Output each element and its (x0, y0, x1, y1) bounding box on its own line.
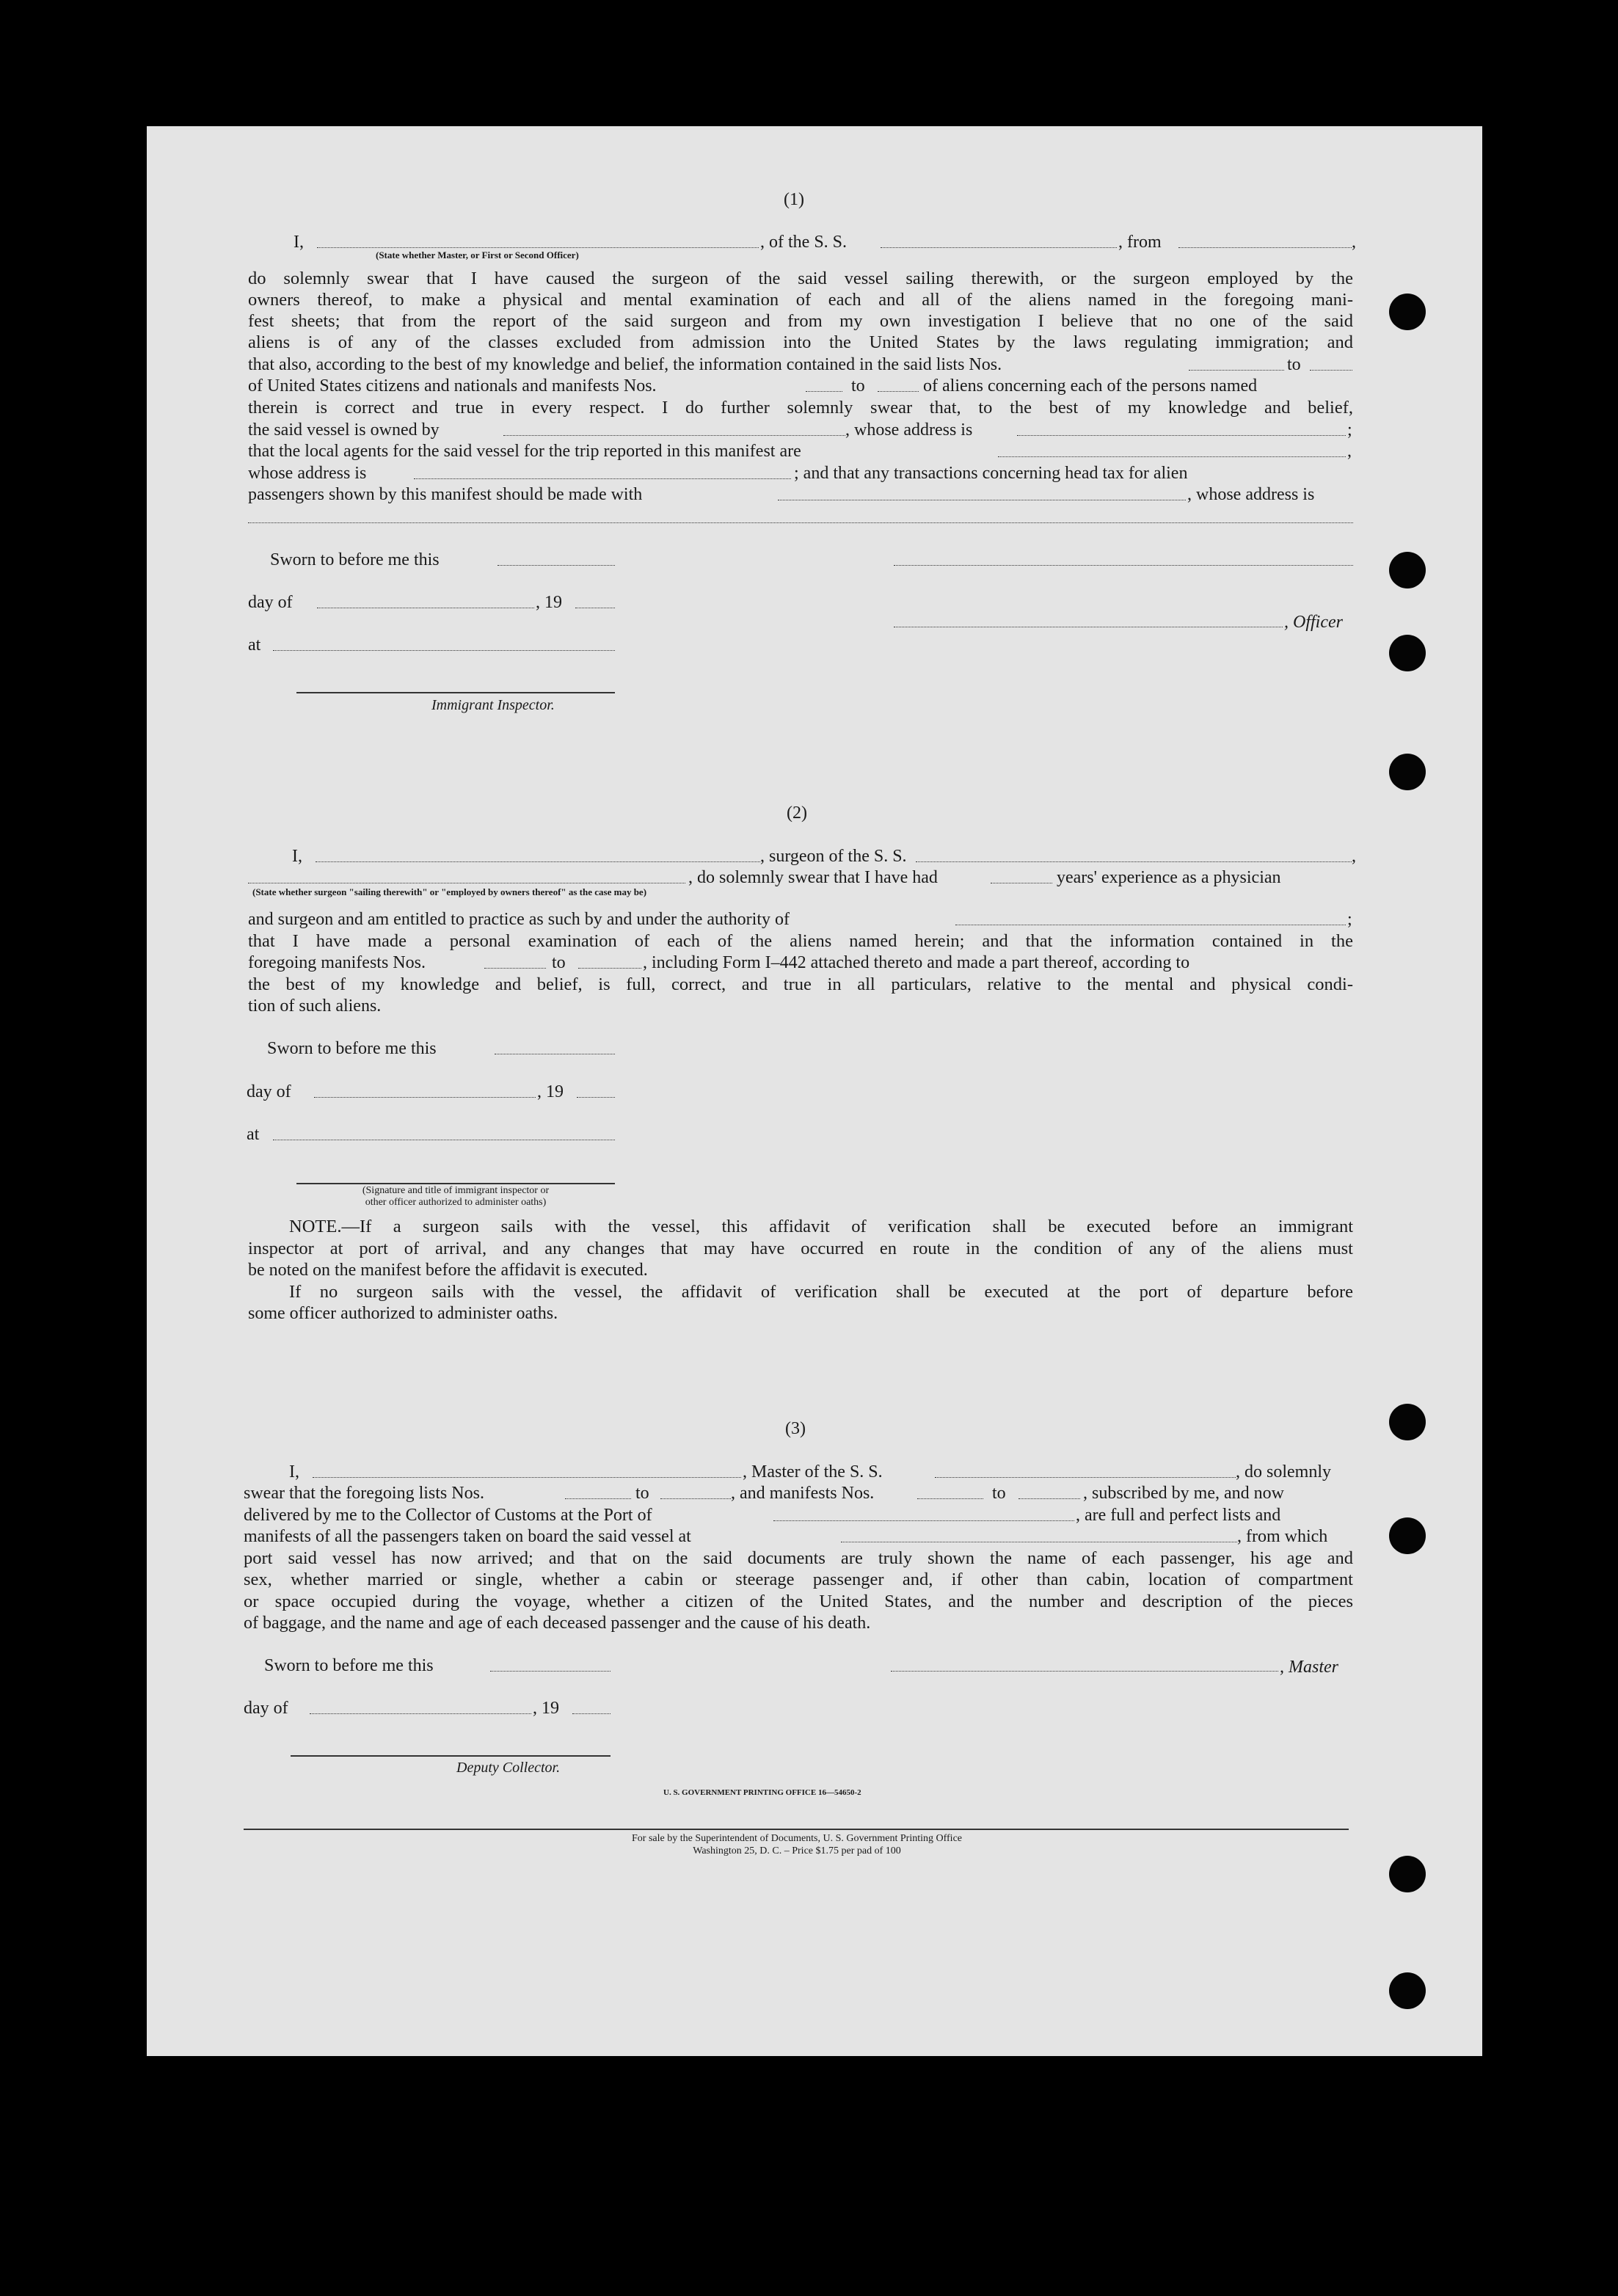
field-hint: (State whether surgeon "sailing therewith" or "employed by owners thereof" as the case may be) (252, 886, 647, 897)
departure-port-field[interactable] (1178, 247, 1352, 248)
note-paragraph-line: If no surgeon sails with the vessel, the affidavit of verification shall be executed at the port of departure before (289, 1282, 1353, 1302)
manifests-to-field[interactable] (578, 968, 641, 969)
section-number: (1) (784, 190, 804, 209)
note-paragraph-line: inspector at port of arrival, and any changes that may have occurred en route in the condition of any of the aliens must (248, 1239, 1353, 1258)
oath-i-label: I, (289, 1462, 299, 1482)
oath-paragraph-line: the best of my knowledge and belief, is full, correct, and true in all particulars, relative to the mental and physical condi- (248, 974, 1353, 994)
collector-signature-field[interactable] (291, 1755, 611, 1757)
sworn-date-field[interactable] (490, 1671, 611, 1672)
from-label: , from (1118, 233, 1162, 252)
footer-rule (244, 1829, 1349, 1830)
sworn-date-field[interactable] (498, 565, 615, 566)
oath-paragraph-line: tion of such aliens. (248, 996, 382, 1016)
agents-address-field[interactable] (414, 478, 791, 479)
surgeon-of-label: , surgeon of the S. S. (760, 847, 907, 866)
printing-office-code: U. S. GOVERNMENT PRINTING OFFICE 16—54650-2 (663, 1788, 861, 1797)
to-label: to (552, 953, 566, 972)
oath-paragraph-line: , and manifests Nos. (731, 1484, 875, 1503)
oath-paragraph-line: of baggage, and the name and age of each deceased passenger and the cause of his death. (244, 1614, 871, 1633)
binder-hole (1389, 1972, 1426, 2009)
note-paragraph-line: NOTE.—If a surgeon sails with the vessel, this affidavit of verification shall be executed before an immigrant (289, 1217, 1353, 1236)
oath-paragraph-line: manifests of all the passengers taken on board the said vessel at (244, 1527, 691, 1546)
trailing-comma: , (1347, 442, 1352, 461)
manifests-to-field[interactable] (878, 391, 919, 392)
to-label: to (992, 1484, 1006, 1503)
lists-from-field[interactable] (565, 1498, 631, 1499)
oath-paragraph-line: or space occupied during the voyage, whether a citizen of the United States, and the number and description of the pieces (244, 1592, 1353, 1611)
address-label: , whose address is (1187, 485, 1315, 504)
oath-paragraph-line: of aliens concerning each of the persons named (923, 376, 1258, 396)
vessel-name-field[interactable] (881, 247, 1117, 248)
oath-i-label: I, (292, 847, 302, 866)
oath-paragraph-line: therein is correct and true in every respect. I do further solemnly swear that, to the best of my knowledge and belief, (248, 398, 1353, 418)
oath-paragraph-line: , including Form I–442 attached thereto and made a part thereof, according to (643, 953, 1190, 972)
sale-notice: Washington 25, D. C. – Price $1.75 per pad of 100 (693, 1845, 901, 1856)
officer-signature-field[interactable] (894, 565, 1353, 566)
at-label: at (247, 1125, 260, 1144)
binder-hole (1389, 754, 1426, 790)
signature-caption: other officer authorized to administer oaths) (365, 1197, 547, 1208)
note-paragraph-line: some officer authorized to administer oaths. (248, 1304, 558, 1323)
trailing-comma: , (1352, 847, 1356, 866)
year-field[interactable] (577, 1097, 615, 1098)
trailing-comma: , (1352, 233, 1356, 252)
oath-paragraph-line: years' experience as a physician (1057, 868, 1281, 887)
oath-paragraph-line: do solemnly swear that I have caused the surgeon of the said vessel sailing therewith, or the surgeon employed by the (248, 269, 1353, 288)
oath-paragraph-line: , are full and perfect lists and (1076, 1506, 1281, 1525)
master-name-field[interactable] (313, 1477, 741, 1478)
year-field[interactable] (572, 1713, 611, 1714)
inspector-signature-field[interactable] (296, 1183, 615, 1184)
inspector-signature-field[interactable] (296, 692, 615, 693)
note-paragraph-line: be noted on the manifest before the affidavit is executed. (248, 1261, 648, 1280)
oath-paragraph-line: and surgeon and am entitled to practice as such by and under the authority of (248, 910, 790, 929)
oath-paragraph-line: , from which (1237, 1527, 1328, 1546)
oath-paragraph-line: foregoing manifests Nos. (248, 953, 426, 972)
oath-paragraph-line: that the local agents for the said vessel for the trip reported in this manifest are (248, 442, 801, 461)
manifests-from-field[interactable] (484, 968, 546, 969)
manifests-from-field[interactable] (806, 391, 842, 392)
binder-hole (1389, 1856, 1426, 1892)
manifests-from-field[interactable] (917, 1498, 983, 1499)
oath-paragraph-line: port said vessel has now arrived; and that on the said documents are truly shown the name of each passenger, his age and (244, 1548, 1353, 1568)
master-label: , Master (1280, 1658, 1338, 1677)
day-of-label: day of (247, 1082, 291, 1101)
binder-hole (1389, 635, 1426, 671)
of-ss-label: , of the S. S. (760, 233, 848, 252)
oath-paragraph-line: owners thereof, to make a physical and mental examination of each and all of the aliens named in the foregoing mani- (248, 290, 1353, 310)
year-label: , 19 (536, 593, 562, 612)
owner-address-field[interactable] (1017, 435, 1346, 436)
lists-from-field[interactable] (1189, 370, 1284, 371)
binder-hole (1389, 552, 1426, 588)
to-label: to (1287, 355, 1301, 374)
surgeon-name-field[interactable] (316, 861, 760, 862)
oath-paragraph-line: ; and that any transactions concerning head tax for alien (794, 464, 1188, 483)
sworn-label: Sworn to before me this (264, 1656, 434, 1675)
owner-field[interactable] (503, 435, 845, 436)
signature-caption: (Signature and title of immigrant inspector or (362, 1185, 550, 1196)
month-field[interactable] (310, 1713, 531, 1714)
officer-label: , Officer (1284, 613, 1343, 632)
to-label: to (851, 376, 865, 396)
sale-notice: For sale by the Superintendent of Documents, U. S. Government Printing Office (632, 1833, 962, 1844)
address-label: , whose address is (845, 420, 973, 440)
manifests-to-field[interactable] (1018, 1498, 1080, 1499)
year-label: , 19 (533, 1699, 559, 1718)
oath-paragraph-line: of United States citizens and nationals and manifests Nos. (248, 376, 657, 396)
month-field[interactable] (314, 1097, 536, 1098)
binder-hole (1389, 1517, 1426, 1554)
master-signature-field[interactable] (891, 1671, 1278, 1672)
day-of-label: day of (244, 1699, 288, 1718)
section-number: (3) (785, 1419, 806, 1438)
oath-paragraph-line: sex, whether married or single, whether a cabin or steerage passenger and, if other than cabin, location of compartment (244, 1570, 1353, 1589)
day-of-label: day of (248, 593, 293, 612)
vessel-name-field[interactable] (935, 1477, 1236, 1478)
at-place-field[interactable] (273, 650, 615, 651)
sworn-label: Sworn to before me this (267, 1039, 437, 1058)
semicolon: ; (1347, 420, 1352, 440)
semicolon: ; (1347, 910, 1352, 929)
binder-hole (1389, 1404, 1426, 1440)
oath-paragraph-line: passengers shown by this manifest should be made with (248, 485, 643, 504)
oath-paragraph-line: that I have made a personal examination of each of the aliens named herein; and that the information contained in the (248, 931, 1353, 951)
to-label: to (635, 1484, 649, 1503)
oath-paragraph-line: , do solemnly (1236, 1462, 1331, 1482)
port-field[interactable] (773, 1520, 1074, 1521)
section-number: (2) (787, 803, 807, 823)
head-tax-address-field[interactable] (248, 522, 1353, 523)
oath-paragraph-line: swear that the foregoing lists Nos. (244, 1484, 484, 1503)
collector-label: Deputy Collector. (456, 1760, 561, 1776)
oath-paragraph-line: the said vessel is owned by (248, 420, 440, 440)
oath-paragraph-line: , subscribed by me, and now (1083, 1484, 1284, 1503)
master-of-label: , Master of the S. S. (743, 1462, 883, 1482)
oath-paragraph-line: delivered by me to the Collector of Customs at the Port of (244, 1506, 652, 1525)
oath-paragraph-line: that also, according to the best of my knowledge and belief, the information contained in the said lists Nos. (248, 355, 1002, 374)
inspector-label: Immigrant Inspector. (431, 697, 555, 713)
at-label: at (248, 635, 261, 655)
oath-paragraph-line: aliens is of any of the classes excluded from admission into the United States by the laws regulating immigration; and (248, 332, 1353, 352)
officer-name-field[interactable] (317, 247, 759, 248)
field-hint: (State whether Master, or First or Second Officer) (376, 249, 579, 260)
sworn-label: Sworn to before me this (270, 550, 440, 569)
oath-paragraph-line: whose address is (248, 464, 367, 483)
local-agents-field[interactable] (998, 456, 1346, 457)
oath-paragraph-line: fest sheets; that from the report of the said surgeon and from my own investigation I believe that no one of the said (248, 311, 1353, 331)
oath-paragraph-line: , do solemnly swear that I have had (688, 868, 938, 887)
lists-to-field[interactable] (660, 1498, 731, 1499)
binder-hole (1389, 294, 1426, 330)
vessel-name-field[interactable] (916, 861, 1352, 862)
year-label: , 19 (537, 1082, 564, 1101)
oath-i-label: I, (294, 233, 304, 252)
lists-to-field[interactable] (1310, 370, 1352, 371)
